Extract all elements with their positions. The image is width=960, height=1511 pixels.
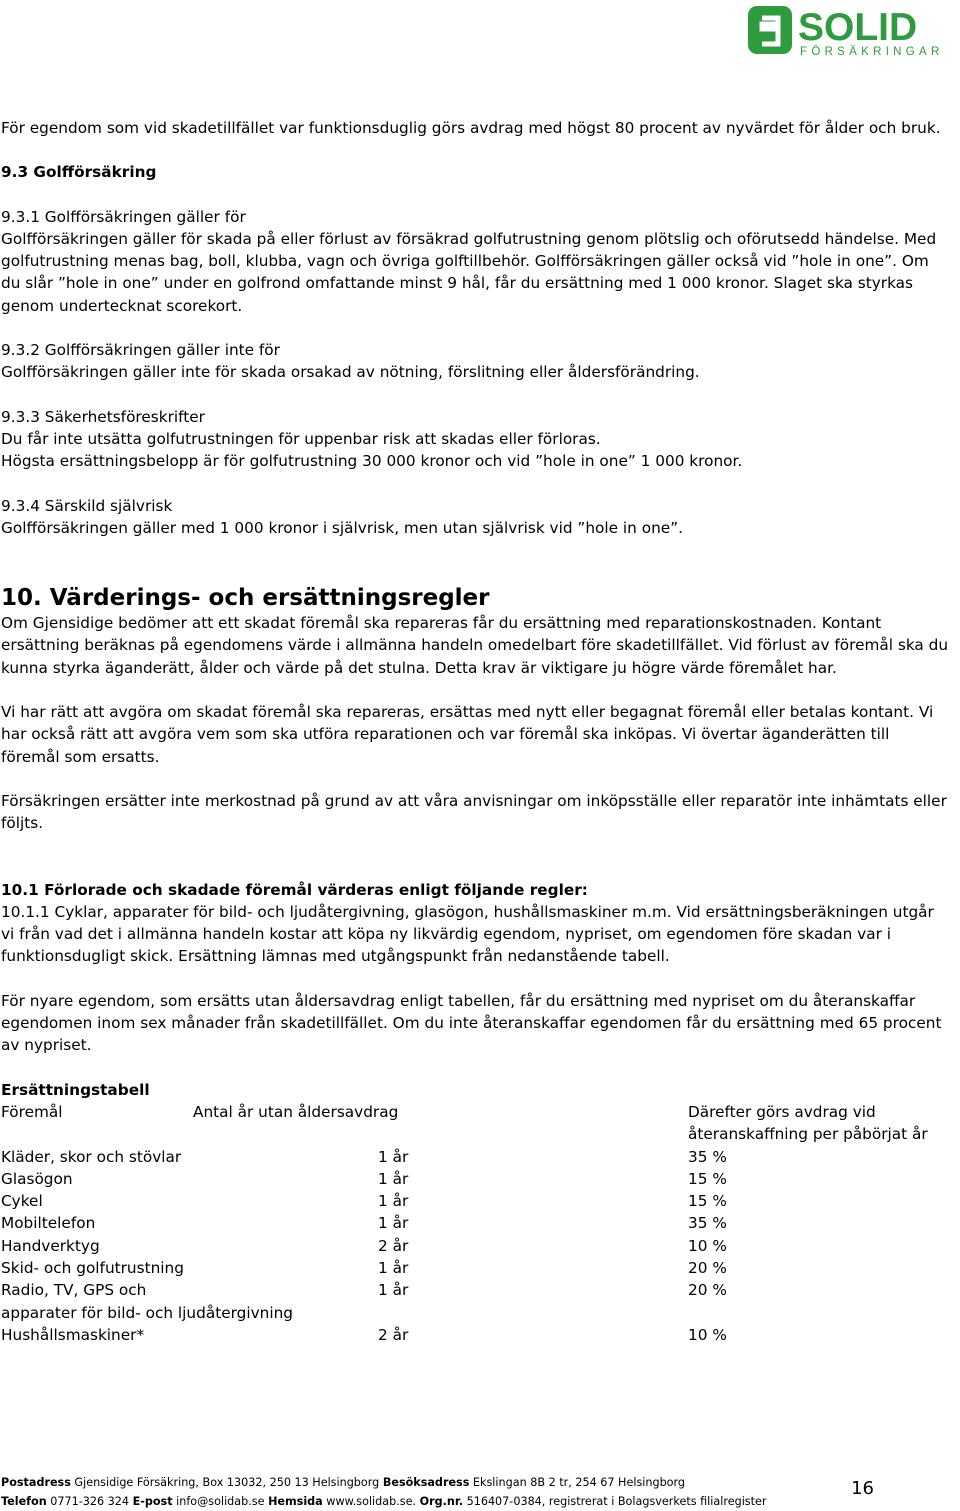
table-cell-deduction: 15 % [688,1192,727,1211]
section-10-p2: Vi har rätt att avgöra om skadat föremål ska repareras, ersättas med nytt eller begagnat föremål eller betalas kontant. Vi har också rätt att avgöra vem som ska utföra reparationen och var föremål ska inköpas. Vi övertar äganderätten till föremål som ersatts. [1,703,934,766]
section-9-3-4-title: 9.3.4 Särskild självrisk [1,496,173,515]
footer-line-1 [1,1473,951,1492]
table-cell-item: Kläder, skor och stövlar [1,1147,182,1166]
page-number: 16 [851,1478,874,1499]
solid-logo [748,4,958,58]
table-header-row [1,1101,951,1146]
section-9-3-3-line2: Högsta ersättningsbelopp är för golfutrustning 30 000 kronor och vid ”hole in one” 1 000 kronor. [1,452,743,471]
table-header-years: Antal år utan åldersavdrag [193,1102,399,1121]
footer-label: Postadress [1,1476,71,1489]
footer-line-2 [1,1492,951,1511]
table-cell-deduction: 35 % [688,1214,727,1233]
section-10-title: 10. Värderings- och ersättningsregler [1,585,490,612]
footer-text: Ekslingan 8B 2 tr, 254 67 Helsingborg [469,1476,686,1489]
footer-label: Telefon [1,1495,47,1508]
table-header-item: Föremål [1,1102,63,1121]
table-row [1,1235,951,1257]
table-row [1,1146,951,1168]
page-footer [1,1473,951,1511]
table-header-deduction: Därefter görs avdrag vid återanskaffning per påbörjat år [688,1102,928,1144]
footer-text: 0771-326 324 [46,1495,133,1508]
table-cell-years: 1 år [378,1192,409,1211]
table-cell-item: Glasögon [1,1169,73,1188]
table-row [1,1302,951,1324]
section-9-3-2-title: 9.3.2 Golfförsäkringen gäller inte för [1,341,280,360]
logo-brand: SOLID [798,6,918,49]
table-cell-years: 1 år [378,1169,409,1188]
table-row [1,1324,951,1346]
section-10-1-1-text: 10.1.1 Cyklar, apparater för bild- och ljudåtergivning, glasögon, hushållsmaskiner m.m. Vid ersättningsberäkningen utgår vi från vad det i allmänna handeln kostar att köpa ny likvärdig egendom, nypriset, om egendomen före skadan var i funktionsdugligt skick. Ersättning lämnas med utgångspunkt från nedanstående tabell. [1,902,934,966]
compensation-table [1,1101,951,1346]
section-9-3-3-title: 9.3.3 Säkerhetsföreskrifter [1,407,205,426]
table-row [1,1168,951,1190]
logo-sub: FÖRSÄKRINGAR [800,46,944,58]
section-9-3-2-text: Golfförsäkringen gäller inte för skada orsakad av nötning, förslitning eller åldersförändring. [1,363,700,382]
table-cell-item: Hushållsmaskiner* [1,1325,145,1344]
table-cell-item: Handverktyg [1,1236,100,1255]
table-row [1,1212,951,1234]
table-cell-years: 2 år [378,1236,409,1255]
table-cell-deduction: 35 % [688,1147,727,1166]
table-cell-deduction: 20 % [688,1258,727,1277]
table-cell-item: Mobiltelefon [1,1214,96,1233]
table-row [1,1190,951,1212]
footer-text: Gjensidige Försäkring, Box 13032, 250 13 Helsingborg [70,1476,383,1489]
table-cell-years: 1 år [378,1214,409,1233]
table-cell-item: Radio, TV, GPS och [1,1281,147,1300]
section-10-1-title: 10.1 Förlorade och skadade föremål värderas enligt följande regler: [1,880,588,899]
document-body [1,117,951,1346]
intro-text: För egendom som vid skadetillfället var funktionsduglig görs avdrag med högst 80 procent av nyvärdet för ålder och bruk. [1,119,941,137]
table-cell-years: 1 år [378,1258,409,1277]
section-9-3-1-title: 9.3.1 Golfförsäkringen gäller för [1,207,246,226]
table-cell-years: 1 år [378,1147,409,1166]
section-10-p1: Om Gjensidige bedömer att ett skadat föremål ska repareras får du ersättning med reparationskostnaden. Kontant ersättning beräknas på egendomens värde i allmänna handeln omedelbart före skadetillfället. Vid förlust av föremål ska du kunna styrka äganderätt, ålder och värde på det stulna. Detta krav är viktigare ju högre värde föremålet har. [1,614,949,677]
section-9-3-4-text: Golfförsäkringen gäller med 1 000 kronor i självrisk, men utan självrisk vid ”hole in one”. [1,518,683,537]
table-cell-years: 2 år [378,1325,409,1344]
table-row [1,1279,951,1301]
table-cell-deduction: 20 % [688,1281,727,1300]
table-cell-item: Cykel [1,1192,43,1211]
table-cell-years: 1 år [378,1281,409,1300]
table-cell-item-continued: apparater för bild- och ljudåtergivning [1,1303,293,1322]
section-10-p3: Försäkringen ersätter inte merkostnad på grund av att våra anvisningar om inköpsställe eller reparatör inte inhämtats eller följts. [1,791,947,833]
section-9-3-title: 9.3 Golfförsäkring [1,163,157,182]
table-cell-deduction: 15 % [688,1169,727,1188]
footer-label: Org.nr. [419,1495,464,1508]
table-cell-deduction: 10 % [688,1236,727,1255]
footer-text: 516407-0384, registrerat i Bolagsverkets filialregister [463,1495,767,1508]
table-cell-deduction: 10 % [688,1325,727,1344]
footer-label: E-post [132,1495,173,1508]
section-10-1-p2: För nyare egendom, som ersätts utan åldersavdrag enligt tabellen, får du ersättning med nypriset om du återanskaffar egendomen inom sex månader från skadetillfället. Om du inte återanskaffar egendomen får du ersättning med 65 procent av nypriset. [1,991,942,1055]
footer-email: info@solidab.se [172,1495,269,1508]
table-cell-item: Skid- och golfutrustning [1,1258,184,1277]
footer-label: Hemsida [268,1495,323,1508]
footer-website: www.solidab.se. [322,1495,420,1508]
table-title: Ersättningstabell [1,1080,150,1099]
table-row [1,1257,951,1279]
section-9-3-1-text: Golfförsäkringen gäller för skada på eller förlust av försäkrad golfutrustning genom plötslig och oförutsedd händelse. Med golfutrustning menas bag, boll, klubba, vagn och övriga golftillbehör. Golfförsäkringen gäller också vid ”hole in one”. Om du slår ”hole in one” under en golfrond omfattande minst 9 hål, får du ersättning med 1 000 kronor. Slaget ska styrkas genom undertecknat scorekort. [1,229,937,315]
footer-label: Besöksadress [382,1476,470,1489]
section-9-3-3-line1: Du får inte utsätta golfutrustningen för uppenbar risk att skadas eller förloras. [1,429,601,448]
